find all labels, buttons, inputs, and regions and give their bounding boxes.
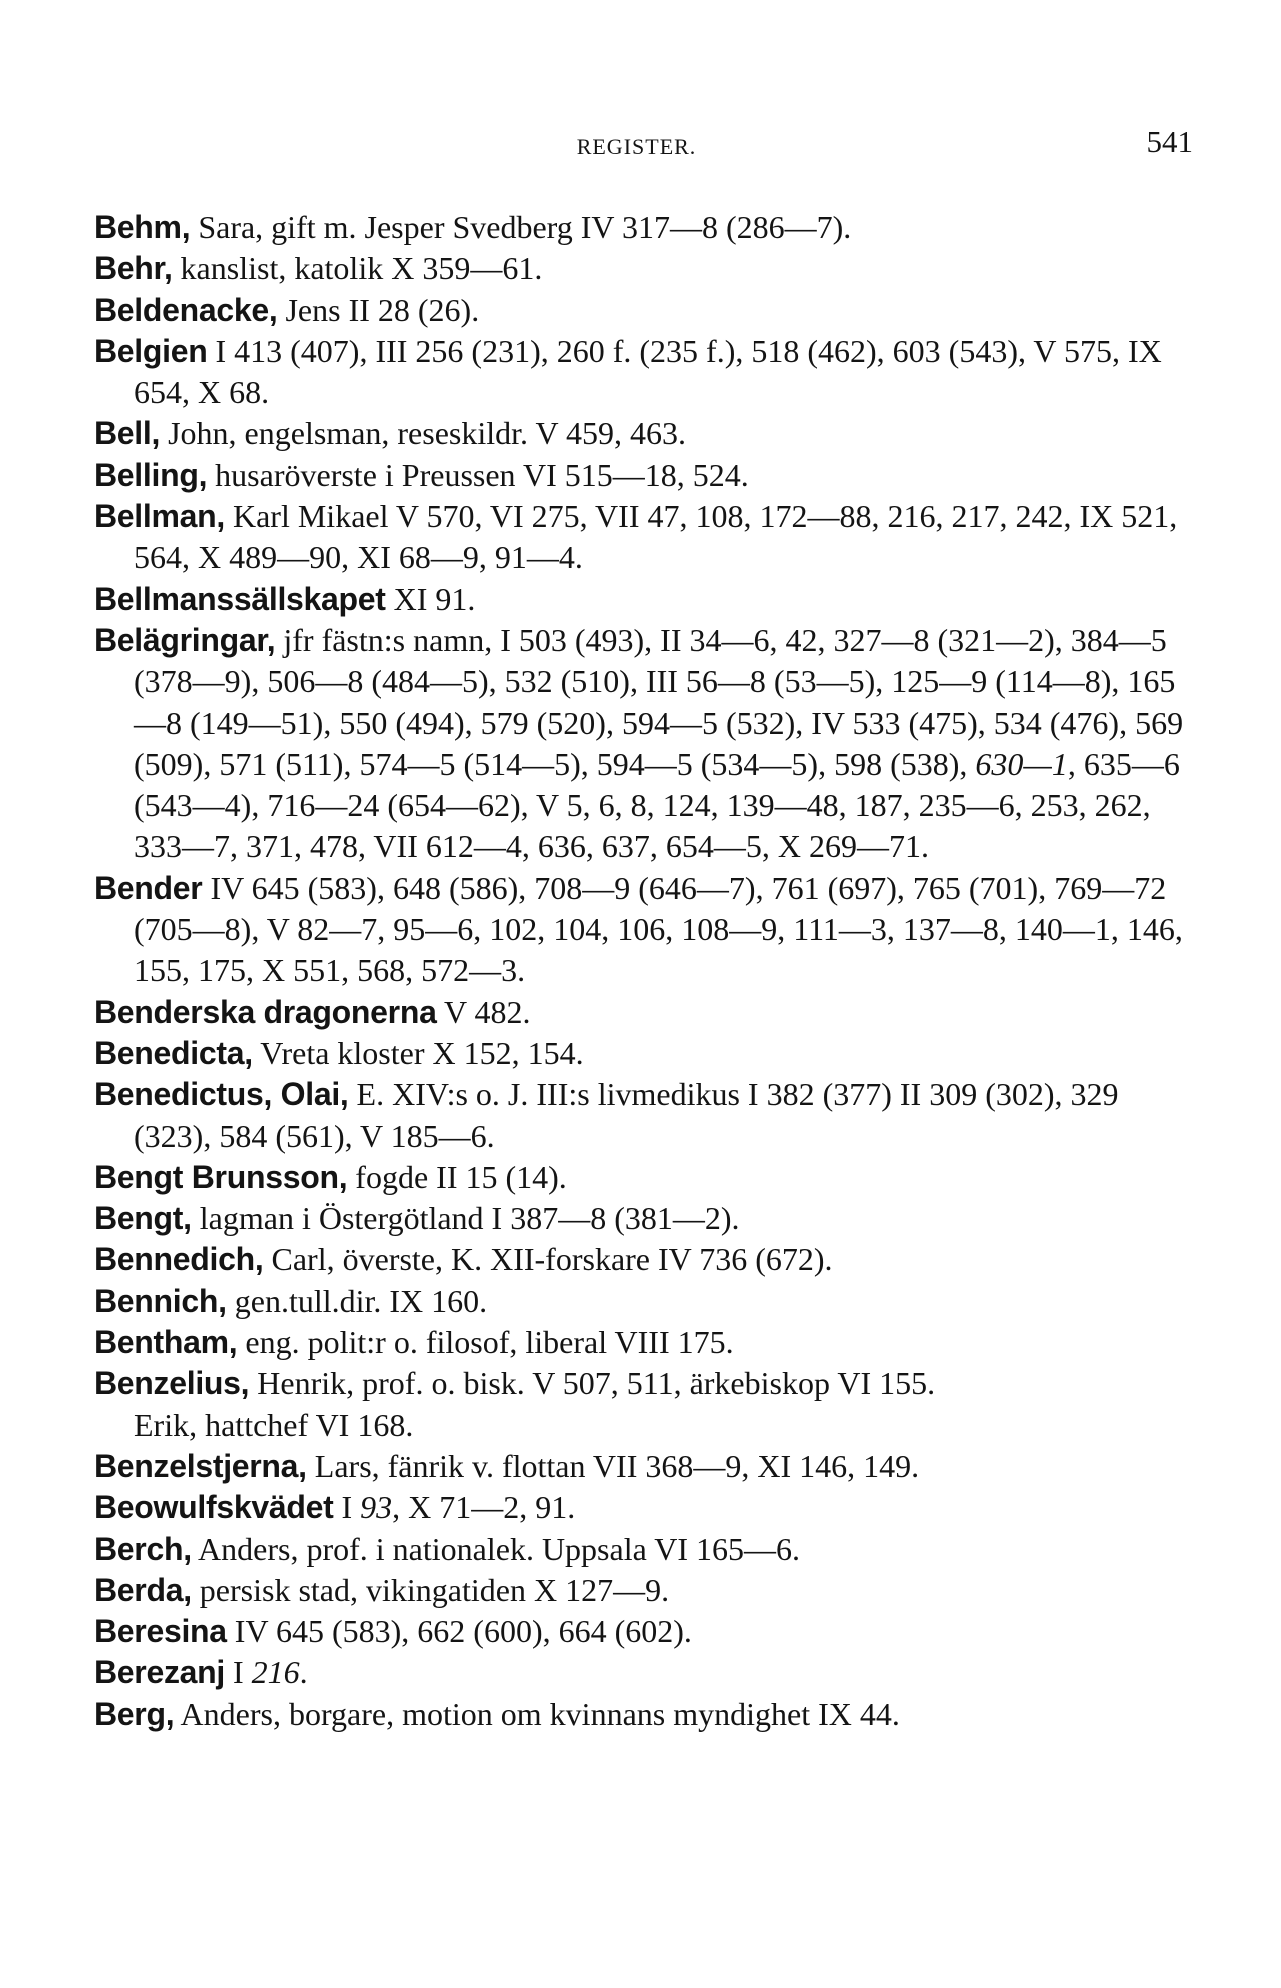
entry-references: kanslist, katolik X 359—61. [172, 250, 543, 287]
entry-headword: Bengt, [94, 1200, 192, 1237]
entry-references: persisk stad, vikingatiden X 127—9. [191, 1571, 670, 1608]
entry-headword: Bellman, [94, 498, 225, 535]
index-entry [94, 1281, 1202, 1322]
index-entry [94, 1652, 1202, 1693]
index-entry [94, 1487, 1202, 1528]
entry-headword: Bellmanssällskapet [94, 580, 386, 617]
index-entry [94, 1239, 1202, 1280]
entry-references: Henrik, prof. o. bisk. V 507, 511, ärkebiskop VI 155. [249, 1365, 936, 1402]
entry-headword: Benzelius, [94, 1365, 250, 1402]
index-entry [94, 496, 1202, 579]
index-entry [94, 455, 1202, 496]
index-entry [94, 207, 1202, 248]
entry-references: I [225, 1654, 252, 1691]
entry-headword: Belägringar, [94, 621, 276, 658]
entry-headword: Benzelstjerna, [94, 1447, 307, 1484]
entry-references-continued: . [299, 1654, 308, 1691]
entry-references: Anders, prof. i nationalek. Uppsala VI 165—6. [191, 1530, 800, 1567]
entry-headword: Bender [94, 869, 203, 906]
entry-references: I 413 (407), III 256 (231), 260 f. (235 f.), 518 (462), 603 (543), V 575, IX 654, X 68. [134, 332, 1162, 411]
entry-references: lagman i Östergötland I 387—8 (381—2). [191, 1200, 740, 1237]
index-entry [94, 1446, 1202, 1487]
index-entry [94, 1570, 1202, 1611]
entry-references: gen.tull.dir. IX 160. [226, 1282, 488, 1319]
entry-references: IV 645 (583), 648 (586), 708—9 (646—7), 761 (697), 765 (701), 769—72 (705—8), V 82—7, 95—6, 102, 104, 106, 108—9, 111—3, 137—8, 140—1, 146, 155, 175, X 551, 568, 572—3. [134, 869, 1183, 989]
entry-references: John, engelsman, reseskildr. V 459, 463. [160, 415, 686, 452]
index-entry [94, 992, 1202, 1033]
index-entry [94, 620, 1202, 868]
entry-headword: Benedictus, Olai, [94, 1076, 349, 1113]
entry-references: Carl, överste, K. XII-forskare IV 736 (672). [263, 1241, 833, 1278]
entry-headword: Berch, [94, 1530, 192, 1567]
index-entry [94, 1322, 1202, 1363]
entry-references: Jens II 28 (26). [277, 291, 480, 328]
entry-references: eng. polit:r o. filosof, liberal VIII 175. [237, 1324, 734, 1361]
entry-italic-reference: 630—1 [975, 745, 1068, 782]
index-entry [94, 868, 1202, 992]
index-entry-continuation [94, 1405, 1202, 1446]
entry-headword: Bentham, [94, 1324, 238, 1361]
index-entry [94, 1198, 1202, 1239]
entry-headword: Bengt Brunsson, [94, 1158, 348, 1195]
entry-references: Anders, borgare, motion om kvinnans myndighet IX 44. [174, 1695, 900, 1732]
running-header [94, 124, 1193, 164]
index-entry [94, 1157, 1202, 1198]
index-entry [94, 413, 1202, 454]
entry-headword: Beowulfskvädet [94, 1489, 334, 1526]
index-entry [94, 1694, 1202, 1735]
entry-headword: Bennedich, [94, 1241, 264, 1278]
entry-references: IV 645 (583), 662 (600), 664 (602). [226, 1613, 692, 1650]
entry-references: husaröverste i Preussen VI 515—18, 524. [207, 456, 749, 493]
entry-italic-reference: 93 [360, 1489, 393, 1526]
index-entry [94, 1033, 1202, 1074]
running-header-title: REGISTER. [576, 134, 697, 159]
entry-headword: Belling, [94, 456, 208, 493]
entry-references-continued: , X 71—2, 91. [392, 1489, 576, 1526]
entry-headword: Behm, [94, 209, 191, 245]
entry-references: E. XIV:s o. J. III:s livmedikus I 382 (377) II 309 (302), 329 (323), 584 (561), V 185—6. [134, 1076, 1119, 1154]
entry-headword: Benderska dragonerna [94, 993, 437, 1030]
index-entry [94, 331, 1202, 414]
entry-headword: Behr, [94, 250, 173, 287]
entry-references: V 482. [436, 993, 531, 1030]
entry-references: Vreta kloster X 152, 154. [252, 1034, 584, 1071]
entry-headword: Beresina [94, 1613, 227, 1650]
entry-references: Sara, gift m. Jesper Svedberg IV 317—8 (286—7). [190, 209, 852, 245]
index-entry [94, 1074, 1202, 1157]
entry-headword: Berg, [94, 1695, 175, 1732]
index-entry [94, 1363, 1202, 1404]
entry-references: jfr fästn:s namn, I 503 (493), II 34—6, 42, 327—8 (321—2), 384—5 (378—9), 506—8 (484—5), 532 (510), III 56—8 (53—5), 125—9 (114—8), 165—8 (149—51), 550 (494), 579 (520), 594—5 (532), IV 533 (475), 534 (476), 569 (509), 571 (511), 574—5 (514—5), 594—5 (534—5), 598 (538), [134, 621, 1184, 782]
entry-headword: Benedicta, [94, 1034, 253, 1071]
entry-headword: Bell, [94, 415, 161, 452]
index-entry [94, 1529, 1202, 1570]
entry-italic-reference: 216 [251, 1654, 300, 1691]
index-entry [94, 248, 1202, 289]
entry-headword: Berezanj [94, 1654, 225, 1691]
entry-headword: Belgien [94, 332, 208, 369]
entry-references-continued: , 635—6 (543—4), 716—24 (654—62), V 5, 6, 8, 124, 139—48, 187, 235—6, 253, 262, 333—7, 371, 478, VII 612—4, 636, 637, 654—5, X 269—71. [134, 745, 1180, 865]
entry-references: Erik, hattchef VI 168. [134, 1406, 414, 1443]
index-entries [94, 207, 1202, 1735]
entry-references: Karl Mikael V 570, VI 275, VII 47, 108, 172—88, 216, 217, 242, IX 521, 564, X 489—90, XI 68—9, 91—4. [134, 498, 1178, 576]
entry-headword: Bennich, [94, 1282, 227, 1319]
entry-headword: Beldenacke, [94, 291, 278, 328]
index-entry [94, 579, 1202, 620]
page-number: 541 [1146, 124, 1193, 159]
entry-references: Lars, fänrik v. flottan VII 368—9, XI 146, 149. [306, 1447, 920, 1484]
entry-references: fogde II 15 (14). [347, 1158, 567, 1195]
index-entry [94, 290, 1202, 331]
entry-references: I [333, 1489, 361, 1526]
index-entry [94, 1611, 1202, 1652]
entry-headword: Berda, [94, 1571, 192, 1608]
entry-references: XI 91. [385, 580, 476, 617]
